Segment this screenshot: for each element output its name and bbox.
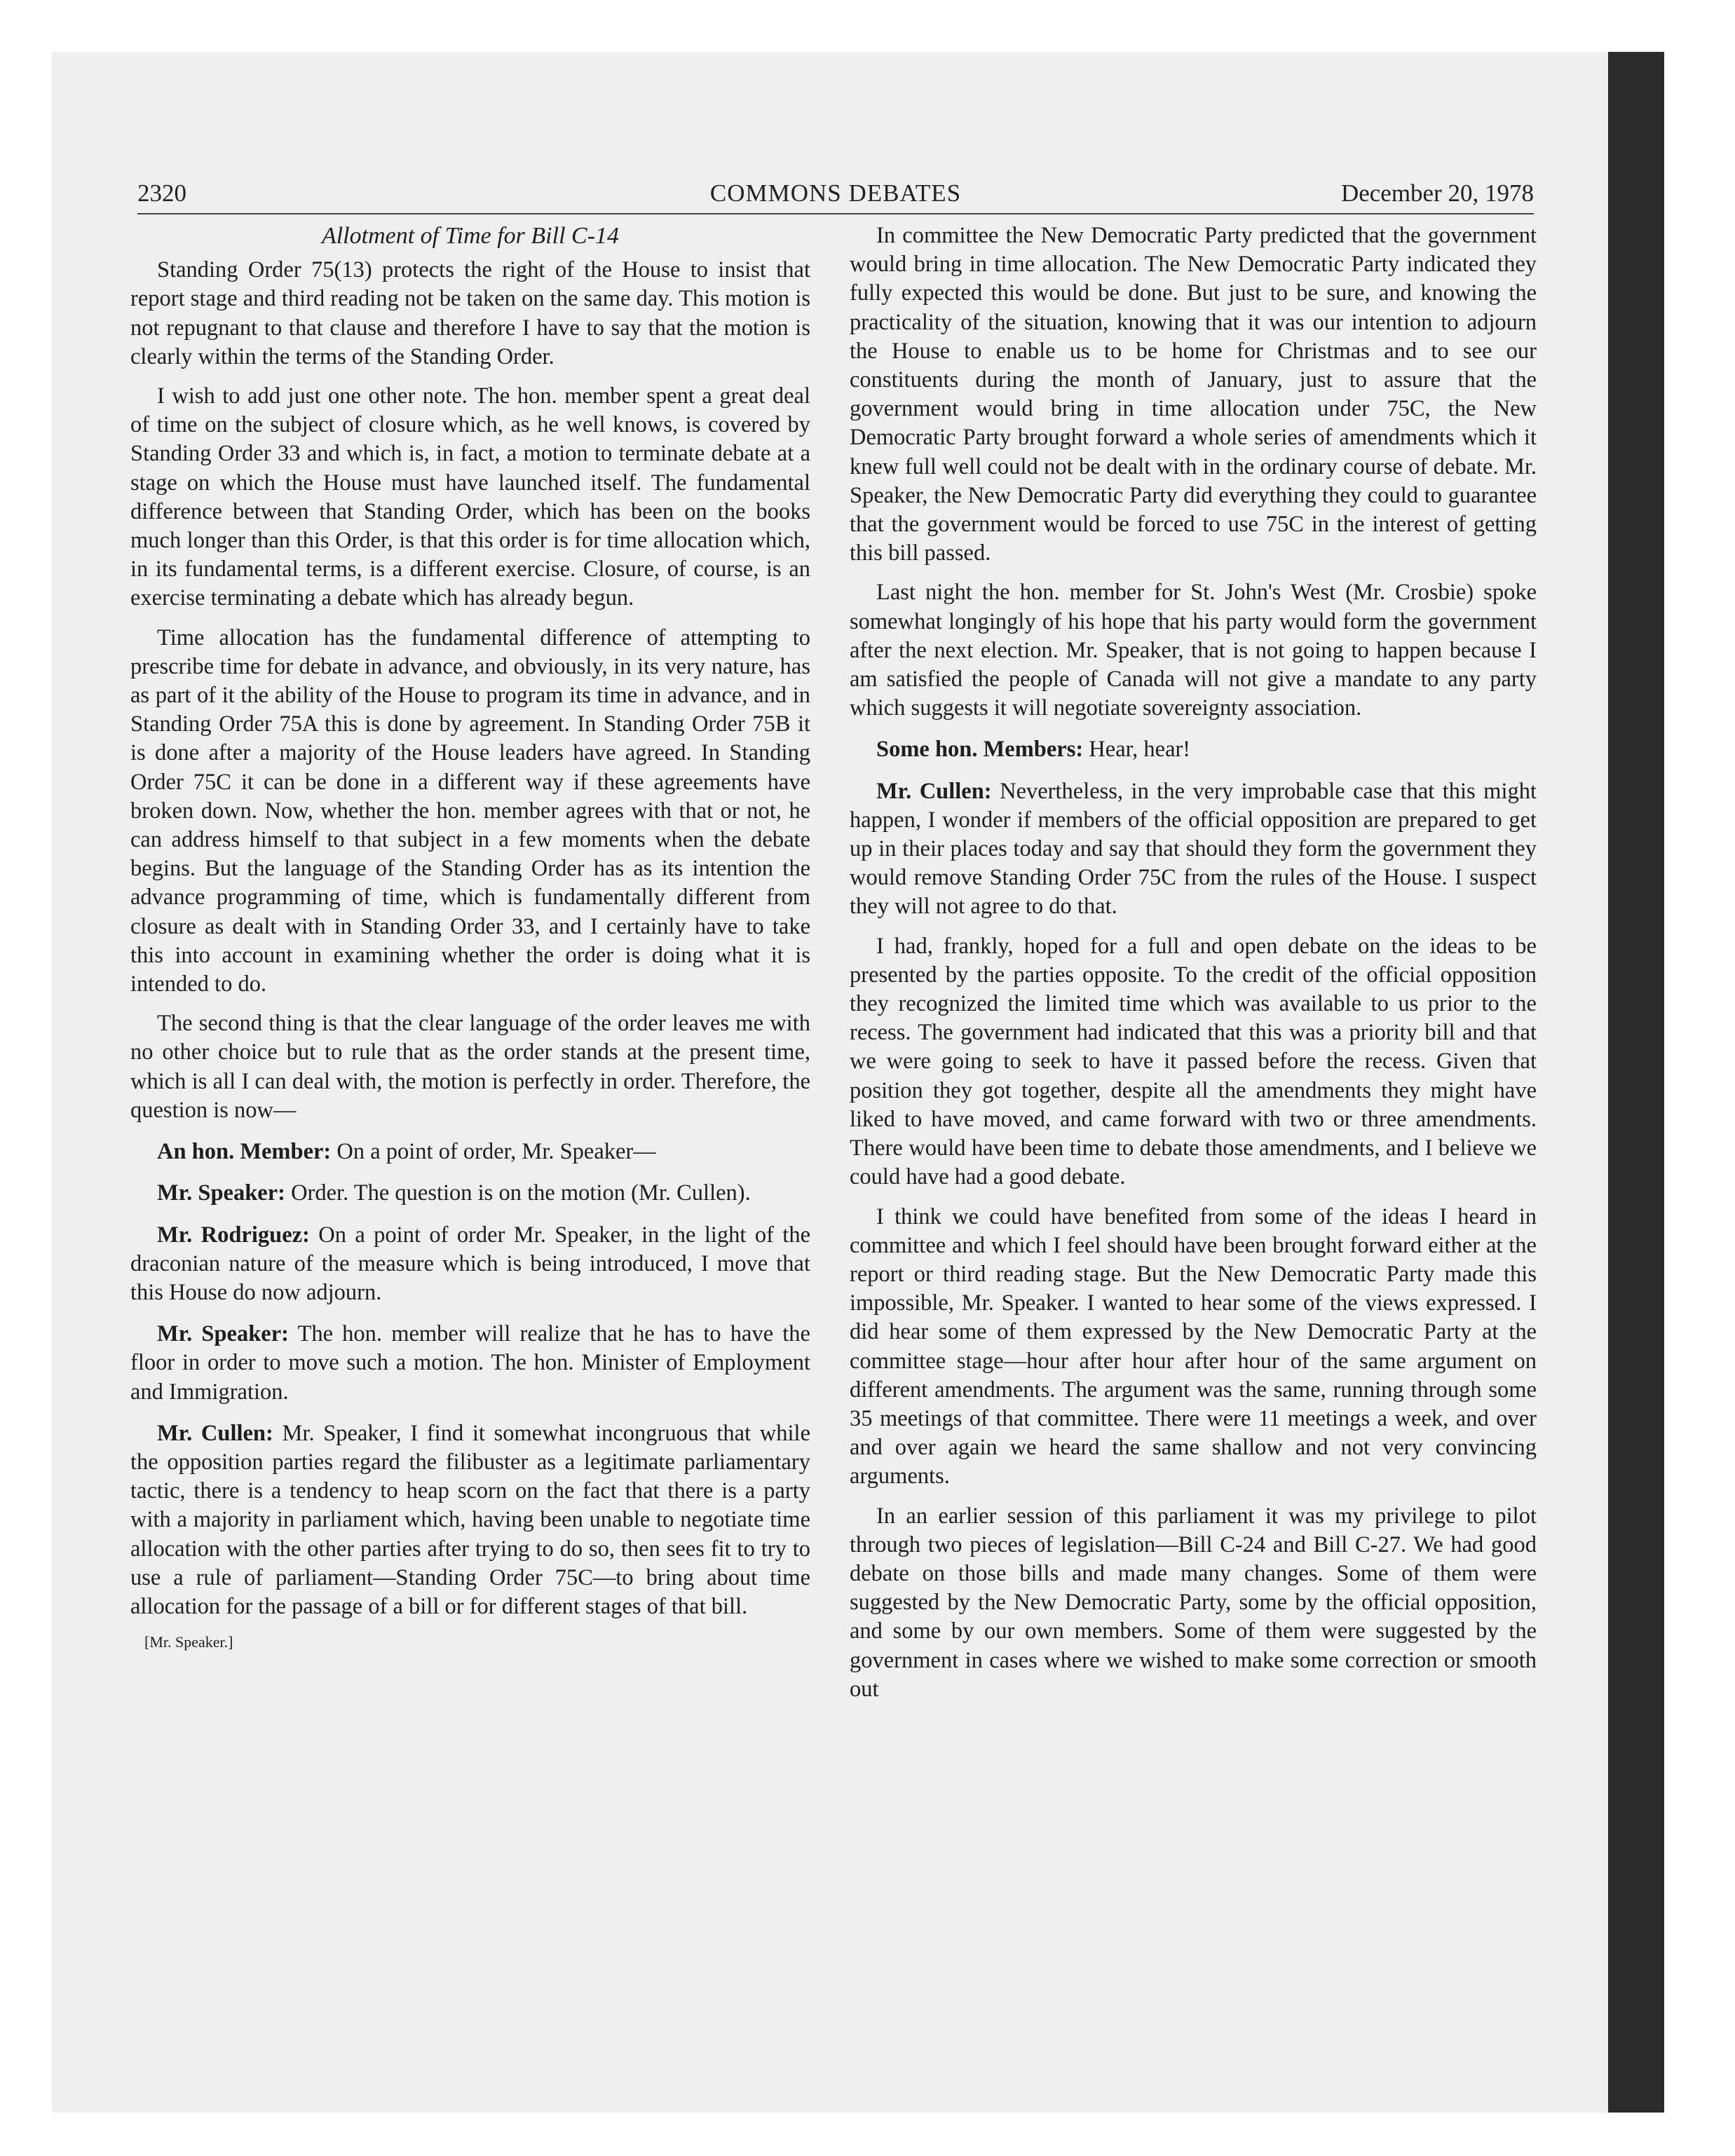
speaker-name: Some hon. Members:: [876, 737, 1084, 763]
speaker-name: Mr. Cullen:: [876, 778, 992, 804]
paragraph: I had, frankly, hoped for a full and open debate on the ideas to be presented by the parties opposite. To the credit of the official opposition they recognized the limited time which was available to us prior to the recess. The government had indicated that this was a priority bill and that we were going to seek to have it passed before the recess. Given that position they got together, despite all the amendments they might have liked to have moved, and came forward with two or three amendments. There would have been time to debate those amendments, and I believe we could have had a good debate.: [850, 933, 1537, 1190]
left-column: [130, 221, 810, 1663]
paragraph: Standing Order 75(13) protects the right of the House to insist that report stage and third reading not be taken on the same day. This motion is not repugnant to that clause and therefore I have to say that the motion is clearly within the terms of the Standing Order.: [130, 257, 810, 369]
footnote: [Mr. Speaker.]: [144, 1633, 233, 1651]
paragraph: In committee the New Democratic Party predicted that the government would bring in time allocation. The New Democratic Party indicated they fully expected this would be done. But just to be sure, and knowing the practicality of the situation, knowing that it was our intention to adjourn the House to enable us to be home for Christmas and to see our constituents during the month of January, just to assure that the government would bring in time allocation under 75C, the New Democratic Party brought forward a whole series of amendments which it knew full well could not be dealt with in the ordinary course of debate. Mr. Speaker, the New Democratic Party did everything they could to guarantee that the government would be forced to use 75C in the interest of getting this bill passed.: [850, 223, 1537, 566]
speech-entry: [130, 1320, 810, 1407]
speech-text: Order. The question is on the motion (Mr. Cullen).: [291, 1180, 751, 1206]
speech-text: On a point of order, Mr. Speaker—: [336, 1139, 656, 1165]
speech-entry: [850, 777, 1537, 922]
right-column: [850, 221, 1537, 1714]
speech-text: Hear, hear!: [1089, 737, 1191, 763]
paragraph: The second thing is that the clear language of the order leaves me with no other choice but to rule that as the order stands at the present time, which is all I can deal with, the motion is perfectly in order. Therefore, the question is now—: [130, 1011, 810, 1123]
speech-entry: [130, 1179, 810, 1208]
speech-text: Nevertheless, in the very improbable case that this might happen, I wonder if members of the official opposition are prepared to get up in their places today and say that should they form the government they would remove Standing Order 75C from the rules of the House. I suspect they will not agree to do that.: [850, 778, 1537, 920]
publication-title: COMMONS DEBATES: [709, 179, 962, 207]
speech-text: Mr. Speaker, I find it somewhat incongruous that while the opposition parties regard the filibuster as a legitimate parliamentary tactic, there is a tendency to heap scorn on the fact that there is a party with a majority in parliament which, having been unable to negotiate time allocation with the other parties after trying to do so, then sees fit to try to use a rule of parliament—Standing Order 75C—to bring about time allocation for the passage of a bill or for different stages of that bill.: [130, 1420, 811, 1619]
speech-text: The hon. member will realize that he has to have the floor in order to move such a motion. The hon. Minister of Employment and Immigration.: [130, 1321, 810, 1405]
speech-entry: [850, 735, 1537, 764]
paragraph: Time allocation has the fundamental difference of attempting to prescribe time for debate in advance, and obviously, in its very nature, has as part of it the ability of the House to program its time in advance, and in Standing Order 75A this is done by agreement. In Standing Order 75B it is done after a majority of the House leaders have agreed. In Standing Order 75C it can be done in a different way if these agreements have broken down. Now, whether the hon. member agrees with that or not, he can address himself to that subject in a few moments when the debate begins. But the language of the Standing Order has as its intention the advance programming of time, which is fundamentally different from closure as dealt with in Standing Order 33, and I certainly have to take this into account in examining whether the order is doing what it is intended to do.: [130, 625, 810, 997]
paragraph: I think we could have benefited from some of the ideas I heard in committee and which I feel should have been brought forward either at the report or third reading stage. But the New Democratic Party made this impossible, Mr. Speaker. I wanted to hear some of the views expressed. I did hear some of them expressed by the New Democratic Party at the committee stage—hour after hour after hour of the same argument on different amendments. The argument was the same, running through some 35 meetings of that committee. There were 11 meetings a week, and over and over again we heard the same shallow and not very convincing arguments.: [850, 1203, 1537, 1489]
speech-entry: [130, 1138, 810, 1166]
speaker-name: Mr. Rodriguez:: [157, 1222, 310, 1248]
speaker-name: Mr. Speaker:: [157, 1180, 285, 1206]
paragraph: In an earlier session of this parliament it was my privilege to pilot through two pieces of legislation—Bill C-24 and Bill C-27. We had good debate on those bills and made many changes. Some of them were suggested by the New Democratic Party, some by the official opposition, and some by our own members. Some of them were suggested by the government in cases where we wished to make some correction or smooth out: [850, 1503, 1537, 1702]
section-title: Allotment of Time for Bill C-14: [321, 223, 620, 249]
speaker-name: Mr. Speaker:: [157, 1321, 289, 1347]
speech-entry: [130, 1419, 810, 1621]
speech-entry: [130, 1221, 810, 1308]
speech-text: On a point of order Mr. Speaker, in the light of the draconian nature of the measure which is being introduced, I move that this House do now adjourn.: [130, 1222, 810, 1305]
page-number: 2320: [137, 179, 186, 207]
speaker-name: An hon. Member:: [157, 1139, 332, 1165]
scan-edge-shadow: [1608, 52, 1664, 2113]
speaker-name: Mr. Cullen:: [157, 1420, 273, 1446]
paragraph: Last night the hon. member for St. John's West (Mr. Crosbie) spoke somewhat longingly of his hope that his party would form the government after the next election. Mr. Speaker, that is not going to happen because I am satisfied the people of Canada will not give a mandate to any party which suggests it will negotiate sovereignty association.: [850, 580, 1537, 721]
page-header: [137, 175, 1534, 214]
page-date: December 20, 1978: [1340, 179, 1534, 207]
paragraph: I wish to add just one other note. The hon. member spent a great deal of time on the subject of closure which, as he well knows, is covered by Standing Order 33 and which is, in fact, a motion to terminate debate at a stage on which the House must have launched itself. The fundamental difference between that Standing Order, which has been on the books much longer than this Order, is that this order is for time allocation which, in its fundamental terms, is a different exercise. Closure, of course, is an exercise terminating a debate which has already begun.: [130, 383, 810, 611]
